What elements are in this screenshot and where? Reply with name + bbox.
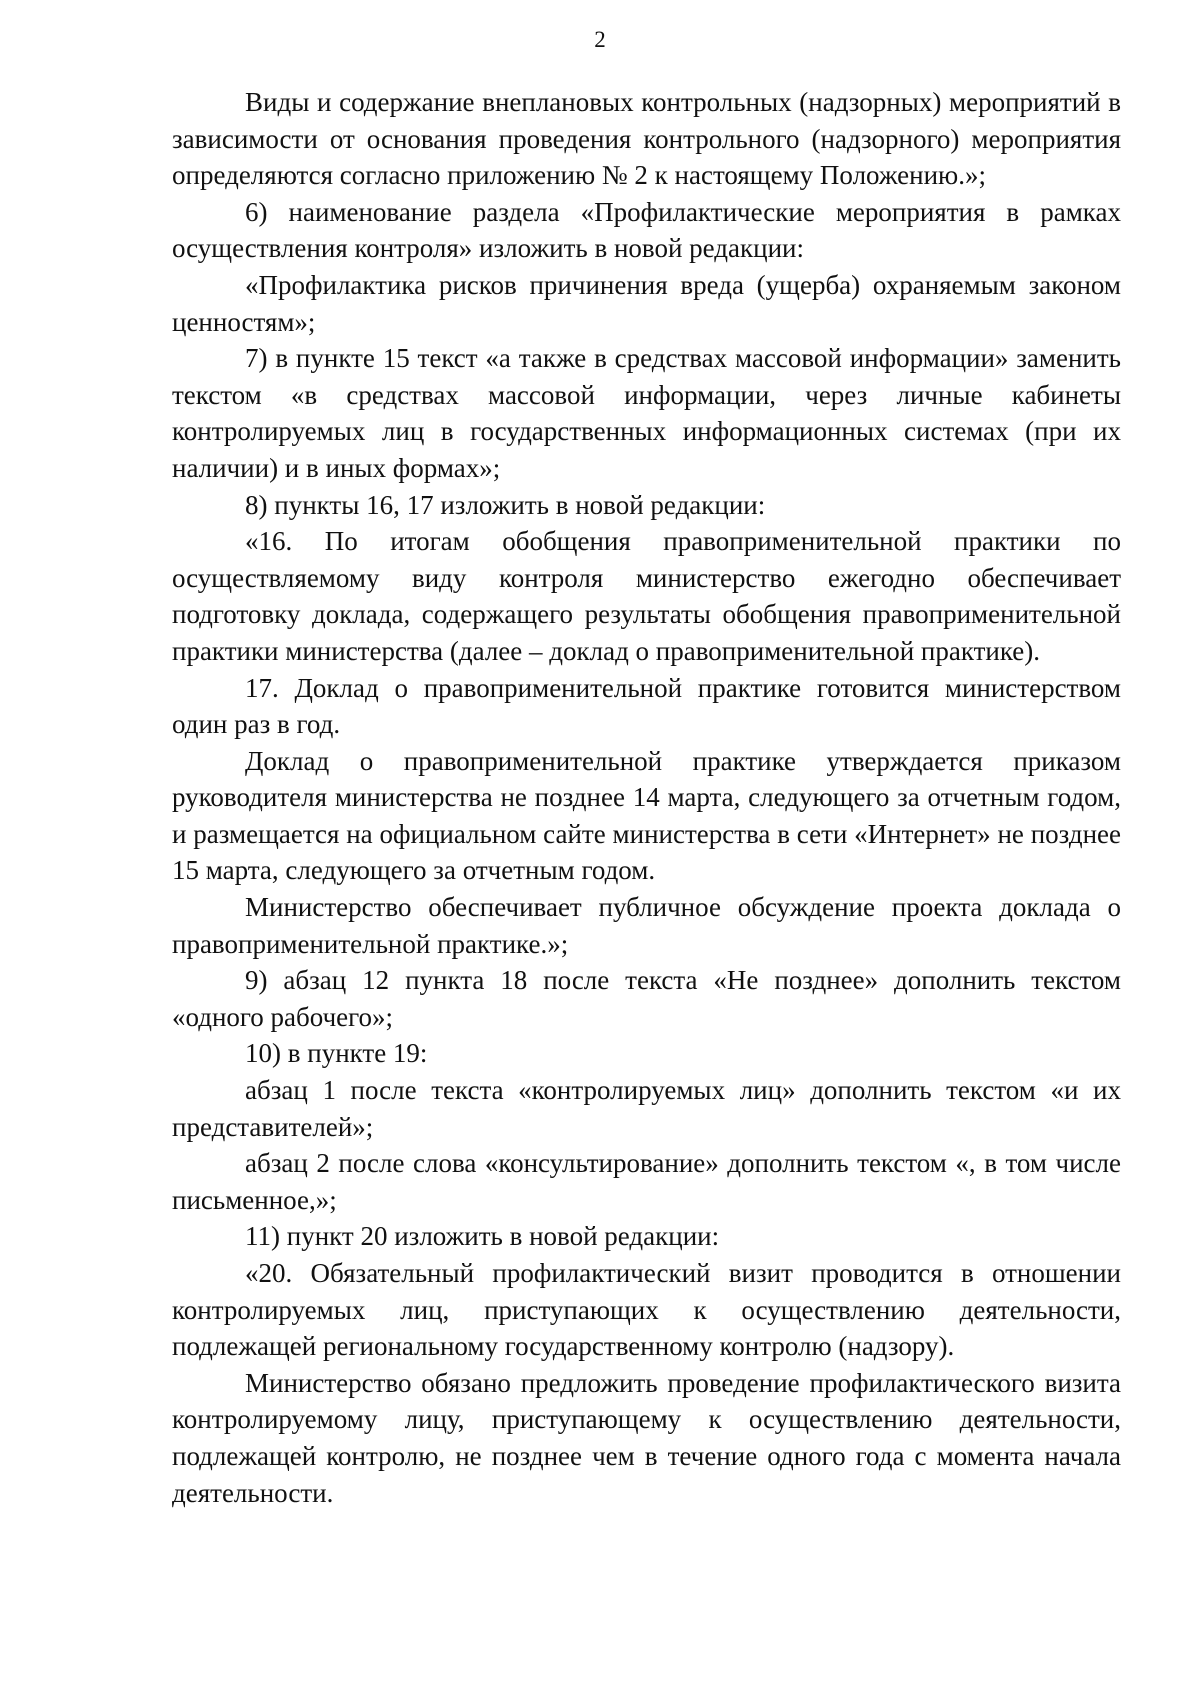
paragraph-point-17: 17. Доклад о правоприменительной практике готовится министерством один раз в год. [172, 672, 1121, 740]
paragraph-item-8: 8) пункты 16, 17 изложить в новой редакции: [245, 489, 766, 520]
paragraph-point-20: «20. Обязательный профилактический визит проводится в отношении контролируемых лиц, приступающих к осуществлению деятельности, подлежащей региональному государственному контролю (надзору). [172, 1258, 1121, 1362]
page-number: 2 [594, 27, 606, 52]
paragraph-item-11: 11) пункт 20 изложить в новой редакции: [245, 1221, 720, 1252]
paragraph-item-10-clause-2: абзац 2 после слова «консультирование» дополнить текстом «, в том числе письменное,»; [172, 1148, 1121, 1215]
paragraph-item-6: 6) наименование раздела «Профилактические мероприятия в рамках осуществления контроля» изложить в новой редакции: [172, 196, 1121, 264]
paragraph-public-discussion: Министерство обеспечивает публичное обсуждение проекта доклада о правоприменительной практике.»; [172, 892, 1121, 959]
paragraph-report-approval: Доклад о правоприменительной практике утверждается приказом руководителя министерства не позднее 14 марта, следующего за отчетным годом, и размещается на официальном сайте министерства в сети «Интернет» не позднее 15 марта, следующего за отчетным годом. [172, 745, 1121, 886]
document-body [172, 84, 1121, 1511]
paragraph-unscheduled-events: Виды и содержание внеплановых контрольных (надзорных) мероприятий в зависимости от основания проведения контрольного (надзорного) мероприятия определяются согласно приложению № 2 к настоящему Положению.»; [172, 87, 1121, 191]
paragraph-item-7: 7) в пункте 15 текст «а также в средствах массовой информации» заменить текстом «в средствах массовой информации, через личные кабинеты контролируемых лиц в государственных информационных системах (при их наличии) и в иных формах»; [172, 343, 1121, 483]
paragraph-visit-obligation: Министерство обязано предложить проведение профилактического визита контролируемому лицу, приступающему к осуществлению деятельности, подлежащей контролю, не позднее чем в течение одного года с момента начала деятельности. [172, 1367, 1121, 1508]
paragraph-item-9: 9) абзац 12 пункта 18 после текста «Не позднее» дополнить текстом «одного рабочего»; [172, 965, 1121, 1032]
paragraph-item-10-clause-1: абзац 1 после текста «контролируемых лиц» дополнить текстом «и их представителей»; [172, 1075, 1121, 1142]
paragraph-item-10: 10) в пункте 19: [245, 1038, 428, 1069]
paragraph-point-16: «16. По итогам обобщения правоприменительной практики по осуществляемому виду контроля министерство ежегодно обеспечивает подготовку доклада, содержащего результаты обобщения правоприменительной практики министерства (далее – доклад о правоприменительной практике). [172, 526, 1121, 666]
paragraph-item-6-quote: «Профилактика рисков причинения вреда (ущерба) охраняемым законом ценностям»; [172, 269, 1121, 337]
